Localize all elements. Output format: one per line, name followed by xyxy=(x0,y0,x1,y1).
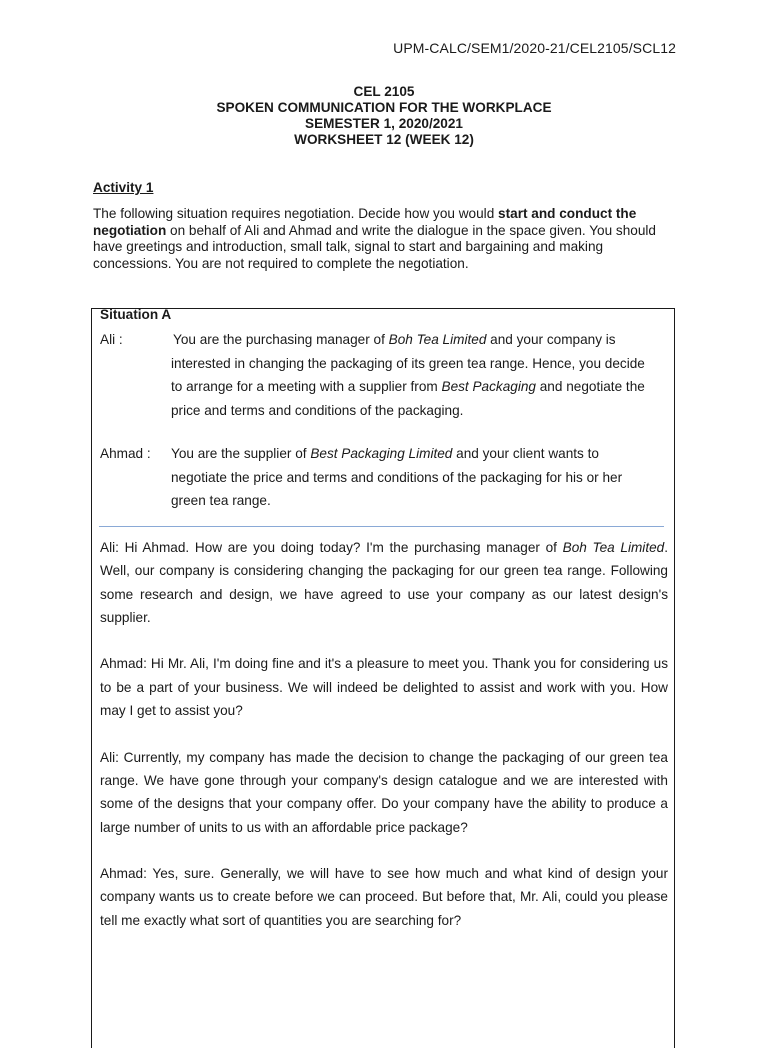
document-code: UPM-CALC/SEM1/2020-21/CEL2105/SCL12 xyxy=(393,40,676,56)
title-block xyxy=(0,84,768,148)
role-ahmad-line: green tea range. xyxy=(171,493,271,508)
role-ali-line: to arrange for a meeting with a supplier from Best Packaging and negotiate the xyxy=(171,379,645,394)
dialogue xyxy=(100,536,668,932)
instructions-bold: start and conduct the negotiation xyxy=(93,206,637,238)
role-ali-line: interested in changing the packaging of its green tea range. Hence, you decide xyxy=(171,355,645,371)
role-ali-line: price and terms and conditions of the packaging. xyxy=(171,402,464,418)
dialogue-paragraph: Ali: Currently, my company has made the decision to change the packaging of our green tea range. We have gone through your company's design catalogue and we are interested with some of the designs that your company offer. Do your company have the ability to produce a large number of units to us with an affordable price package? xyxy=(100,749,668,835)
course-code: CEL 2105 xyxy=(353,84,415,99)
divider-line xyxy=(99,526,664,527)
course-name: SPOKEN COMMUNICATION FOR THE WORKPLACE xyxy=(216,100,552,115)
instructions-part1: The following situation requires negotiation. Decide how you would xyxy=(93,206,499,221)
dialogue-paragraph: Ali: Hi Ahmad. How are you doing today? I'm the purchasing manager of Boh Tea Limited. Well, our company is considering changing the packaging for our green tea range. Following some research and design, we have agreed to use your company as our latest design's supplier. xyxy=(100,540,668,625)
instructions xyxy=(93,206,683,272)
dialogue-paragraph: Ahmad: Yes, sure. Generally, we will have to see how much and what kind of design your company wants us to create before we can proceed. But before that, Mr. Ali, could you please tell me exactly what sort of quantities you are searching for? xyxy=(100,866,668,928)
worksheet-title: WORKSHEET 12 (WEEK 12) xyxy=(294,132,474,147)
role-ali-line: You are the purchasing manager of Boh Tea Limited and your company is xyxy=(173,332,616,347)
role-ahmad-line: negotiate the price and terms and conditions of the packaging for his or her xyxy=(171,469,623,485)
role-ahmad-description xyxy=(171,442,671,513)
role-ali-name: Ali : xyxy=(100,332,123,347)
role-ahmad-name: Ahmad : xyxy=(100,446,151,461)
semester: SEMESTER 1, 2020/2021 xyxy=(305,116,463,131)
dialogue-paragraph: Ahmad: Hi Mr. Ali, I'm doing fine and it's a pleasure to meet you. Thank you for considering us to be a part of your business. We will indeed be delighted to assist and work with you. How may I get to assist you? xyxy=(100,656,668,719)
activity-heading: Activity 1 xyxy=(93,180,154,195)
role-ahmad-line: You are the supplier of Best Packaging Limited and your client wants to xyxy=(171,446,599,461)
role-ali-description xyxy=(171,328,671,422)
instructions-part2: on behalf of Ali and Ahmad and write the dialogue in the space given. You should have greetings and introduction, small talk, signal to start and bargaining and making concessions. You are not required to complete the negotiation. xyxy=(93,222,656,271)
situation-title: Situation A xyxy=(100,307,172,322)
